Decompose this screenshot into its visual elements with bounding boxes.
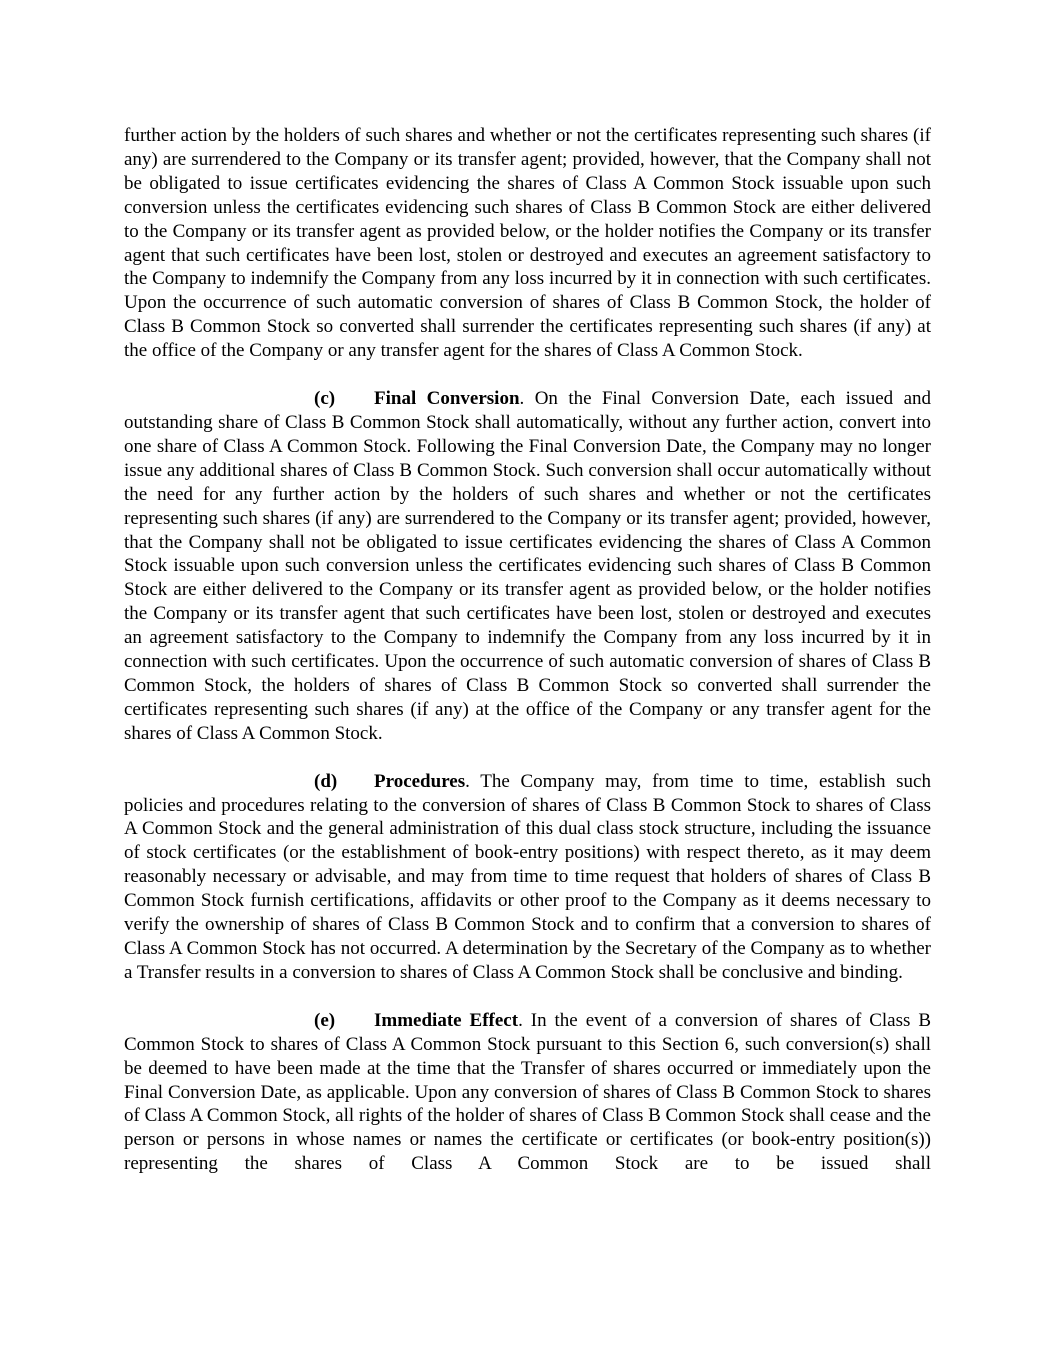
section-c-body: . On the Final Conversion Date, each issued and outstanding share of Class B Common Stock shall automatically, without any further action, convert into one share of Class A Common Stock. Following the Final Conversion Date, the Company may no longer issue any additional shares of Class B Common Stock. Such conversion shall occur automatically without the need for any further action by the holders of such shares and whether or not the certificates representing such shares (if any) are surrendered to the Company or its transfer agent; provided, however, that the Company shall not be obligated to issue certificates evidencing the shares of Class A Common Stock issuable upon such conversion unless the certificates evidencing such shares of Class B Common Stock are either delivered to the Company or its transfer agent as provided below, or the holder notifies the Company or its transfer agent that such certificates have been lost, stolen or destroyed and executes an agreement satisfactory to the Company to indemnify the Company from any loss incurred by it in connection with such certificates. Upon the occurrence of such automatic conversion of shares of Class B Common Stock, the holders of shares of Class B Common Stock so converted shall surrender the certificates representing such shares (if any) at the office of the Company or any transfer agent for the shares of Class A Common Stock. (124, 388, 932, 744)
section-c-label: (c) (314, 388, 336, 410)
section-c-paragraph (124, 387, 931, 746)
section-e-label: (e) (314, 1009, 336, 1031)
section-e-paragraph (124, 1009, 931, 1176)
section-c-heading: Final Conversion (374, 388, 520, 410)
section-d-body: . The Company may, from time to time, establish such policies and procedures relating to the conversion of shares of Class B Common Stock to shares of Class A Common Stock and the general administration of this dual class stock structure, including the issuance of stock certificates (or the establishment of book-entry positions) with respect thereto, as it may deem reasonably necessary or advisable, and may from time to time request that holders of shares of Class B Common Stock furnish certifications, affidavits or other proof to the Company as it deems necessary to verify the ownership of shares of Class B Common Stock and to confirm that a conversion to shares of Class A Common Stock has not occurred. A determination by the Secretary of the Company as to whether a Transfer results in a conversion to shares of Class A Common Stock shall be conclusive and binding. (124, 770, 931, 983)
section-d-heading: Procedures (374, 770, 466, 792)
section-d-label: (d) (314, 770, 338, 792)
document-page (124, 124, 931, 1200)
section-d-paragraph (124, 770, 931, 985)
continuation-paragraph: further action by the holders of such shares and whether or not the certificates representing such shares (if any) are surrendered to the Company or its transfer agent; provided, however, that the Company shall not be obligated to issue certificates evidencing the shares of Class A Common Stock issuable upon such conversion unless the certificates evidencing such shares of Class B Common Stock are either delivered to the Company or its transfer agent as provided below, or the holder notifies the Company or its transfer agent that such certificates have been lost, stolen or destroyed and executes an agreement satisfactory to the Company to indemnify the Company from any loss incurred by it in connection with such certificates. Upon the occurrence of such automatic conversion of shares of Class B Common Stock, the holder of Class B Common Stock so converted shall surrender the certificates representing such shares (if any) at the office of the Company or any transfer agent for the shares of Class A Common Stock. (124, 125, 931, 362)
section-e-body: . In the event of a conversion of shares of Class B Common Stock to shares of Class A Common Stock pursuant to this Section 6, such conversion(s) shall be deemed to have been made at the time that the Transfer of shares occurred or immediately upon the Final Conversion Date, as applicable. Upon any conversion of shares of Class B Common Stock to shares of Class A Common Stock, all rights of the holder of shares of Class B Common Stock shall cease and the person or persons in whose names or names the certificate or certificates (or book-entry position(s)) representing the shares of Class A Common Stock are to be issued shall (124, 1009, 932, 1175)
section-e-heading: Immediate Effect (374, 1009, 519, 1031)
